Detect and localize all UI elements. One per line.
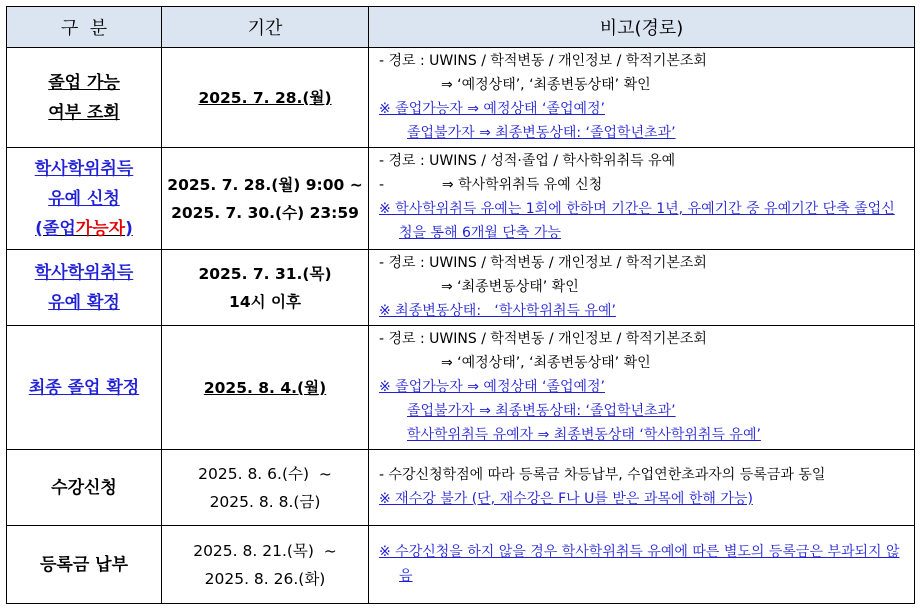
category-cell (7, 48, 162, 148)
table-row-course-registration (7, 450, 915, 526)
period-cell (162, 48, 369, 148)
note-line: - 경로 : UWINS / 성적·졸업 / 학사학위취득 유예 (379, 153, 676, 169)
note-line: ※ 재수강 불가 (단, 재수강은 F나 U를 받은 과목에 한해 가능) (379, 491, 753, 507)
category-line: 학사학위취득 (34, 262, 134, 283)
category-cell (7, 250, 162, 326)
category-cell (7, 148, 162, 250)
note-line: ※ 수강신청을 하지 않을 경우 학사학위취득 유예에 따른 별도의 등록금은 부과되지 않음 (379, 544, 900, 584)
note-line: ※ 졸업가능자 ⇒ 예정상태 ‘졸업예정’ (379, 379, 605, 395)
period-cell (162, 148, 369, 250)
remarks-cell (369, 48, 915, 148)
remarks-cell (369, 526, 915, 604)
note-line: - ⇒ 학사학위취득 유예 신청 (379, 177, 603, 193)
table-row-graduation-check (7, 48, 915, 148)
note-line: ⇒ ‘예정상태’, ‘최종변동상태’ 확인 (441, 355, 651, 371)
table-row-deferral-application (7, 148, 915, 250)
category-line: (졸업 (35, 218, 76, 239)
note-line: 졸업불가자 ⇒ 최종변동상태: ‘졸업학년초과’ (407, 125, 676, 141)
period-line: 2025. 7. 28.(월) (198, 88, 332, 107)
remarks-cell (369, 326, 915, 450)
period-cell (162, 326, 369, 450)
category-line: 유예 신청 (48, 188, 120, 209)
period-cell (162, 526, 369, 604)
period-line: 14시 이후 (229, 292, 301, 311)
category-line: 수강신청 (51, 477, 117, 498)
note-line: ※ 졸업가능자 ⇒ 예정상태 ‘졸업예정’ (379, 101, 605, 117)
note-line: - 경로 : UWINS / 학적변동 / 개인정보 / 학적기본조회 (379, 255, 707, 271)
table-row-final-graduation (7, 326, 915, 450)
category-line: 졸업 가능 (48, 72, 120, 93)
header-category: 구 분 (7, 7, 162, 48)
header-period: 기간 (162, 7, 369, 48)
category-cell (7, 526, 162, 604)
period-cell (162, 250, 369, 326)
category-line: 여부 조회 (48, 102, 120, 123)
period-line: 2025. 7. 30.(수) 23:59 (171, 203, 359, 222)
remarks-cell (369, 250, 915, 326)
category-cell (7, 450, 162, 526)
note-line: ⇒ ‘예정상태’, ‘최종변동상태’ 확인 (441, 77, 651, 93)
remarks-cell (369, 450, 915, 526)
note-line: 학사학위취득 유예자 ⇒ 최종변동상태 ‘학사학위취득 유예’ (407, 427, 761, 443)
schedule-table (6, 6, 915, 604)
category-highlight: 가능자 (75, 218, 126, 239)
note-line: ⇒ ‘최종변동상태’ 확인 (441, 279, 579, 295)
note-line: ※ 최종변동상태: ‘학사학위취득 유예’ (379, 303, 616, 319)
remarks-cell (369, 148, 915, 250)
period-line: 2025. 8. 8.(금) (209, 492, 321, 511)
category-line: 학사학위취득 (34, 158, 134, 179)
period-line: 2025. 7. 28.(월) 9:00 ~ (167, 175, 363, 194)
note-line: - 수강신청학점에 따라 등록금 차등납부, 수업연한초과자의 등록금과 동일 (379, 467, 826, 483)
note-line: 졸업불가자 ⇒ 최종변동상태: ‘졸업학년초과’ (407, 403, 676, 419)
header-row (7, 7, 915, 48)
note-line: - 경로 : UWINS / 학적변동 / 개인정보 / 학적기본조회 (379, 331, 707, 347)
period-line: 2025. 8. 6.(수) ~ (198, 464, 332, 483)
header-remarks: 비고(경로) (369, 7, 915, 48)
period-line: 2025. 8. 4.(월) (203, 378, 327, 397)
category-cell (7, 326, 162, 450)
note-line: - 경로 : UWINS / 학적변동 / 개인정보 / 학적기본조회 (379, 53, 707, 69)
category-line: 유예 확정 (48, 292, 120, 313)
period-line: 2025. 7. 31.(목) (198, 264, 332, 283)
table-row-tuition-payment (7, 526, 915, 604)
period-line: 2025. 8. 26.(화) (204, 569, 326, 588)
table-row-deferral-confirm (7, 250, 915, 326)
category-line: 등록금 납부 (39, 554, 129, 575)
period-cell (162, 450, 369, 526)
category-line: 최종 졸업 확정 (28, 377, 140, 398)
period-line: 2025. 8. 21.(목) ~ (193, 541, 337, 560)
category-line: ) (125, 218, 133, 239)
note-line: ※ 학사학위취득 유예는 1회에 한하며 기간은 1년, 유예기간 중 유예기간 단축 졸업신청을 통해 6개월 단축 가능 (379, 201, 895, 241)
